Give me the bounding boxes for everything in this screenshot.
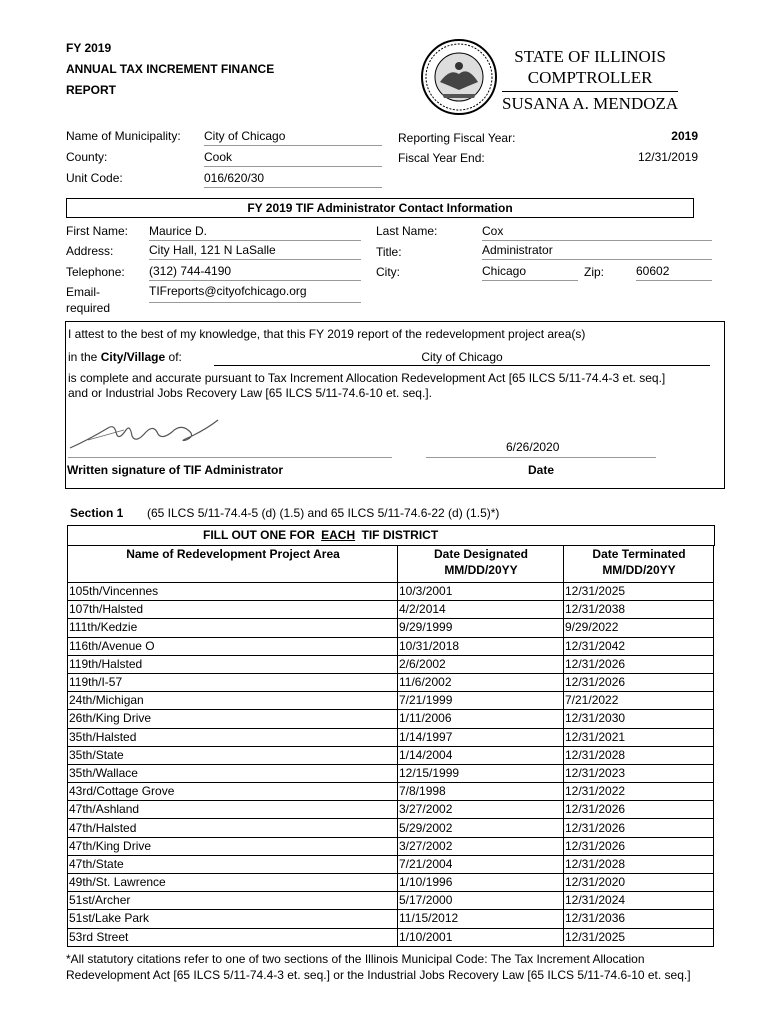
city-label: City: (376, 265, 400, 279)
date-designated-cell: 7/8/1998 (398, 783, 564, 801)
table-row (68, 692, 714, 710)
zip-value: 60602 (636, 264, 712, 281)
date-designated-cell: 3/27/2002 (398, 801, 564, 819)
date-terminated-cell: 12/31/2025 (564, 928, 714, 946)
date-designated-cell: 11/6/2002 (398, 673, 564, 691)
table-row (68, 728, 714, 746)
attest-line-3: is complete and accurate pursuant to Tax Increment Allocation Redevelopment Act [65 ILCS 5/11-74.4-3 et. seq.] (68, 371, 666, 385)
date-line (426, 457, 656, 458)
date-terminated-cell: 12/31/2026 (564, 837, 714, 855)
table-row (68, 637, 714, 655)
tif-district-table (67, 545, 714, 947)
unit-code-label: Unit Code: (66, 171, 123, 185)
date-terminated-cell: 12/31/2026 (564, 819, 714, 837)
area-name-cell: 35th/State (68, 746, 398, 764)
first-name-value: Maurice D. (149, 224, 361, 241)
col-header-designated (398, 546, 564, 583)
table-row (68, 619, 714, 637)
fill-out-each: EACH (321, 528, 356, 542)
table-row (68, 855, 714, 873)
table-row (68, 710, 714, 728)
table-row (68, 583, 714, 601)
title-value: Administrator (482, 243, 712, 260)
attest-line-2 (68, 350, 182, 364)
fiscal-end-value: 12/31/2019 (637, 150, 698, 164)
date-designated-cell: 5/17/2000 (398, 892, 564, 910)
date-designated-cell: 2/6/2002 (398, 655, 564, 673)
date-terminated-cell: 9/29/2022 (564, 619, 714, 637)
area-name-cell: 26th/King Drive (68, 710, 398, 728)
table-row (68, 655, 714, 673)
date-designated-cell: 11/15/2012 (398, 910, 564, 928)
state-seal-icon (420, 38, 498, 116)
col-header-designated-2: MM/DD/20YY (444, 563, 518, 577)
first-name-label: First Name: (66, 224, 129, 238)
email-label-line-2: required (66, 301, 111, 315)
date-designated-cell: 1/11/2006 (398, 710, 564, 728)
date-designated-cell: 10/31/2018 (398, 637, 564, 655)
fill-out-text (203, 528, 438, 542)
area-name-cell: 107th/Halsted (68, 601, 398, 619)
table-row (68, 910, 714, 928)
attest-of: of: (168, 350, 182, 364)
date-terminated-cell: 12/31/2026 (564, 673, 714, 691)
date-designated-cell: 5/29/2002 (398, 819, 564, 837)
date-terminated-cell: 12/31/2038 (564, 601, 714, 619)
date-terminated-cell: 12/31/2023 (564, 764, 714, 782)
area-name-cell: 51st/Lake Park (68, 910, 398, 928)
signature-icon (68, 410, 228, 454)
date-terminated-cell: 12/31/2025 (564, 583, 714, 601)
title-line-2: ANNUAL TAX INCREMENT FINANCE (66, 62, 275, 76)
signature-line (68, 457, 392, 458)
area-name-cell: 47th/State (68, 855, 398, 873)
address-value: City Hall, 121 N LaSalle (149, 243, 361, 260)
date-designated-cell: 12/15/1999 (398, 764, 564, 782)
comptroller-block (502, 46, 678, 114)
date-terminated-cell: 7/21/2022 (564, 692, 714, 710)
col-header-terminated (564, 546, 714, 583)
date-terminated-cell: 12/31/2036 (564, 910, 714, 928)
title-line-1: FY 2019 (66, 41, 112, 55)
title-line-3: REPORT (66, 83, 117, 97)
area-name-cell: 47th/Halsted (68, 819, 398, 837)
area-name-cell: 24th/Michigan (68, 692, 398, 710)
date-label: Date (528, 463, 555, 477)
fiscal-year-value: 2019 (671, 129, 698, 143)
email-label-line-1: Email- (66, 285, 101, 299)
email-value: TIFreports@cityofchicago.org (149, 284, 361, 303)
comptroller-name: SUSANA A. MENDOZA (502, 91, 678, 114)
table-row (68, 801, 714, 819)
date-designated-cell: 1/10/2001 (398, 928, 564, 946)
last-name-label: Last Name: (376, 224, 438, 238)
area-name-cell: 116th/Avenue O (68, 637, 398, 655)
table-row (68, 746, 714, 764)
fiscal-year-label: Reporting Fiscal Year: (398, 131, 516, 145)
date-designated-cell: 10/3/2001 (398, 583, 564, 601)
zip-label: Zip: (584, 265, 605, 279)
table-row (68, 928, 714, 946)
date-terminated-cell: 12/31/2020 (564, 874, 714, 892)
col-header-terminated-2: MM/DD/20YY (602, 563, 676, 577)
table-row (68, 837, 714, 855)
table-row (68, 874, 714, 892)
signature-label: Written signature of TIF Administrator (67, 463, 284, 477)
contact-section-title: FY 2019 TIF Administrator Contact Information (66, 198, 694, 218)
date-designated-cell: 1/14/1997 (398, 728, 564, 746)
date-terminated-cell: 12/31/2042 (564, 637, 714, 655)
date-designated-cell: 3/27/2002 (398, 837, 564, 855)
section-1-label: Section 1 (70, 506, 124, 520)
address-label: Address: (66, 244, 114, 258)
date-designated-cell: 7/21/2004 (398, 855, 564, 873)
municipality-label: Name of Municipality: (66, 129, 181, 143)
area-name-cell: 53rd Street (68, 928, 398, 946)
area-name-cell: 119th/Halsted (68, 655, 398, 673)
attest-city-village: City/Village (100, 350, 166, 364)
fiscal-end-label: Fiscal Year End: (398, 151, 485, 165)
date-terminated-cell: 12/31/2028 (564, 855, 714, 873)
date-designated-cell: 4/2/2014 (398, 601, 564, 619)
municipality-value: City of Chicago (204, 129, 382, 146)
col-header-name: Name of Redevelopment Project Area (68, 546, 398, 583)
date-designated-cell: 9/29/1999 (398, 619, 564, 637)
fill-out-part-1: FILL OUT ONE FOR (203, 528, 315, 542)
telephone-value: (312) 744-4190 (149, 264, 361, 281)
city-value: Chicago (482, 264, 578, 281)
attest-in-the: in the (68, 350, 98, 364)
table-row (68, 892, 714, 910)
telephone-label: Telephone: (66, 265, 125, 279)
area-name-cell: 51st/Archer (68, 892, 398, 910)
last-name-value: Cox (482, 224, 712, 241)
area-name-cell: 49th/St. Lawrence (68, 874, 398, 892)
date-terminated-cell: 12/31/2026 (564, 655, 714, 673)
table-row (68, 673, 714, 691)
table-row (68, 764, 714, 782)
unit-code-value: 016/620/30 (204, 171, 382, 188)
date-designated-cell: 1/10/1996 (398, 874, 564, 892)
date-terminated-cell: 12/31/2030 (564, 710, 714, 728)
area-name-cell: 43rd/Cottage Grove (68, 783, 398, 801)
table-row (68, 783, 714, 801)
title-label: Title: (376, 245, 402, 259)
attestation-box (65, 321, 725, 489)
fill-out-header (67, 525, 715, 546)
area-name-cell: 47th/King Drive (68, 837, 398, 855)
area-name-cell: 35th/Wallace (68, 764, 398, 782)
attest-line-1: I attest to the best of my knowledge, that this FY 2019 report of the redevelopment project area(s) (68, 327, 586, 341)
date-terminated-cell: 12/31/2021 (564, 728, 714, 746)
comptroller-line-2: COMPTROLLER (527, 68, 653, 87)
attest-date-value: 6/26/2020 (506, 440, 560, 454)
date-terminated-cell: 12/31/2024 (564, 892, 714, 910)
date-designated-cell: 7/21/1999 (398, 692, 564, 710)
area-name-cell: 111th/Kedzie (68, 619, 398, 637)
comptroller-line-1: STATE OF ILLINOIS (514, 47, 666, 66)
date-terminated-cell: 12/31/2026 (564, 801, 714, 819)
email-label (66, 284, 110, 316)
footnote: *All statutory citations refer to one of two sections of the Illinois Municipal Code: The Tax Increment Allocation Redevelopment Act [65 ILCS 5/11-74.4-3 et. seq.] or the Industrial Jobs Recovery Law [65 ILCS 5/11-74.6-10 et. seq.] (66, 952, 691, 982)
col-header-designated-1: Date Designated (433, 547, 529, 561)
county-value: Cook (204, 150, 382, 167)
date-terminated-cell: 12/31/2022 (564, 783, 714, 801)
report-title (66, 38, 326, 101)
area-name-cell: 47th/Ashland (68, 801, 398, 819)
area-name-cell: 105th/Vincennes (68, 583, 398, 601)
county-label: County: (66, 150, 108, 164)
table-row (68, 819, 714, 837)
date-terminated-cell: 12/31/2028 (564, 746, 714, 764)
section-1-citation: (65 ILCS 5/11-74.4-5 (d) (1.5) and 65 ILCS 5/11-74.6-22 (d) (1.5)*) (147, 506, 500, 520)
fill-out-part-2: TIF DISTRICT (361, 528, 439, 542)
col-header-terminated-1: Date Terminated (592, 547, 686, 561)
area-name-cell: 119th/I-57 (68, 673, 398, 691)
table-row (68, 601, 714, 619)
date-designated-cell: 1/14/2004 (398, 746, 564, 764)
table-header-row (68, 546, 714, 583)
attest-municipality-value: City of Chicago (214, 350, 710, 366)
area-name-cell: 35th/Halsted (68, 728, 398, 746)
attest-line-4: and or Industrial Jobs Recovery Law [65 ILCS 5/11-74.6-10 et. seq.]. (68, 386, 432, 400)
